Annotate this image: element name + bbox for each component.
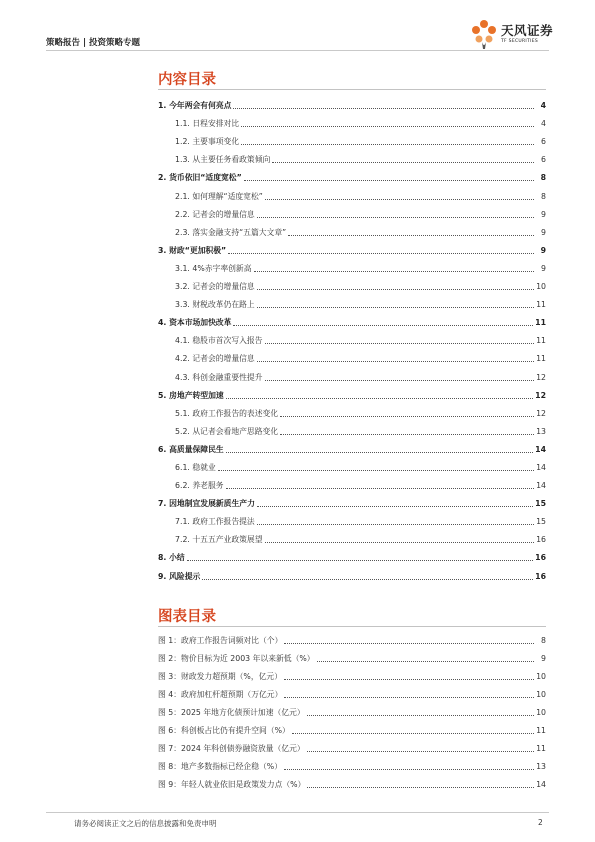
figure-entry[interactable] (158, 700, 546, 718)
toc-entry[interactable] (158, 346, 546, 364)
dot-leader (218, 470, 534, 471)
dot-leader (265, 542, 534, 543)
figure-entry-page: 10 (536, 708, 546, 717)
dot-leader (257, 524, 534, 525)
dot-leader (241, 144, 534, 145)
toc-entry[interactable] (158, 383, 546, 401)
figure-entry[interactable] (158, 718, 546, 736)
toc-entry-label: 9. 风险提示 (158, 571, 201, 581)
toc-entry-page: 9 (541, 209, 546, 219)
dot-leader (257, 289, 534, 290)
dot-leader (284, 769, 534, 770)
toc-entry-page: 12 (535, 390, 546, 400)
dot-leader (226, 452, 533, 453)
toc-entry-label: 7.1. 政府工作报告提法 (175, 517, 255, 527)
toc-title-divider (158, 89, 546, 90)
toc-entry-page: 11 (536, 300, 546, 310)
dot-leader (202, 579, 533, 580)
figure-entry[interactable] (158, 628, 546, 646)
dot-leader (244, 180, 534, 181)
toc-entry-label: 2.1. 如何理解“适度宽松” (175, 191, 263, 201)
toc-entry-page: 16 (535, 553, 546, 563)
dot-leader (288, 235, 534, 236)
tf-logo-icon (470, 18, 498, 50)
dot-leader (187, 560, 533, 561)
dot-leader (292, 733, 534, 734)
toc-entry[interactable] (158, 274, 546, 292)
toc-entry-page: 9 (541, 227, 546, 237)
dot-leader (233, 108, 534, 109)
figure-entry-page: 10 (536, 690, 546, 699)
dot-leader (226, 398, 533, 399)
figure-entry-label: 图 9：年轻人就业依旧是政策发力点（%） (158, 780, 306, 789)
toc-entry-page: 8 (541, 191, 546, 201)
dot-leader (241, 126, 534, 127)
logo-chinese-name: 天风证券 (501, 23, 554, 38)
figure-entry-page: 9 (541, 654, 546, 663)
figures-title-divider (158, 626, 546, 627)
footer-disclaimer: 请务必阅读正文之后的信息披露和免责申明 (74, 819, 217, 828)
toc-entry-page: 16 (536, 535, 546, 545)
figure-entry[interactable] (158, 682, 546, 700)
toc-entry-label: 2.3. 落实金融支持“五篇大文章” (175, 227, 287, 237)
list-of-figures (158, 628, 546, 790)
toc-entry[interactable] (158, 545, 546, 563)
dot-leader (284, 697, 534, 698)
toc-entry-page: 9 (540, 245, 546, 255)
toc-entry[interactable] (158, 220, 546, 238)
dot-leader (226, 488, 534, 489)
toc-entry[interactable] (158, 292, 546, 310)
toc-entry[interactable] (158, 238, 546, 256)
toc-entry-label: 1. 今年两会有何亮点 (158, 101, 232, 111)
dot-leader (228, 253, 534, 254)
figure-entry[interactable] (158, 754, 546, 772)
toc-entry-page: 14 (535, 444, 546, 454)
toc-entry-label: 1.3. 从主要任务看政策倾向 (175, 155, 271, 165)
toc-entry-label: 3.1. 4%赤字率创新高 (175, 263, 252, 273)
figure-entry-label: 图 4：政府加杠杆超预期（万亿元） (158, 690, 283, 699)
figure-entry-page: 8 (541, 636, 546, 645)
toc-entry[interactable] (158, 527, 546, 545)
toc-entry-page: 6 (541, 155, 546, 165)
toc-entry-label: 3.3. 财税改革仍在路上 (175, 300, 255, 310)
toc-entry[interactable] (158, 129, 546, 147)
toc-entry-page: 10 (536, 282, 546, 292)
toc-entry-page: 14 (536, 481, 546, 491)
toc-entry-label: 6. 高质量保障民生 (158, 444, 224, 454)
dot-leader (265, 380, 534, 381)
toc-entry[interactable] (158, 491, 546, 509)
toc-entry-label: 4.2. 记者会的增量信息 (175, 354, 255, 364)
report-category: 策略报告 | 投资策略专题 (46, 38, 141, 48)
dot-leader (284, 679, 534, 680)
toc-entry-page: 16 (535, 571, 546, 581)
figure-entry-page: 14 (536, 780, 546, 789)
toc-entry-page: 4 (541, 119, 546, 129)
toc-entry[interactable] (158, 473, 546, 491)
toc-entry-page: 12 (536, 372, 546, 382)
dot-leader (307, 787, 534, 788)
toc-entry-label: 6.1. 稳就业 (175, 462, 216, 472)
toc-entry-label: 6.2. 养老服务 (175, 481, 224, 491)
figure-entry-page: 13 (536, 762, 546, 771)
toc-entry[interactable] (158, 183, 546, 201)
toc-entry[interactable] (158, 437, 546, 455)
dot-leader (257, 307, 534, 308)
toc-entry[interactable] (158, 419, 546, 437)
dot-leader (233, 325, 533, 326)
toc-entry-label: 4.1. 稳股市首次写入报告 (175, 336, 263, 346)
toc-entry[interactable] (158, 93, 546, 111)
dot-leader (317, 661, 534, 662)
toc-entry-page: 12 (536, 408, 546, 418)
company-logo (470, 18, 560, 52)
toc-entry-label: 1.1. 日程安排对比 (175, 119, 240, 129)
toc-entry-label: 8. 小结 (158, 553, 185, 563)
figure-entry-page: 11 (536, 744, 546, 753)
toc-entry-page: 9 (541, 263, 546, 273)
dot-leader (284, 643, 534, 644)
toc-entry-page: 4 (540, 101, 546, 111)
toc-entry-label: 7.2. 十五五产业政策展望 (175, 535, 263, 545)
toc-entry-page: 15 (535, 499, 546, 509)
toc-entry[interactable] (158, 147, 546, 165)
dot-leader (257, 217, 534, 218)
toc-entry[interactable] (158, 509, 546, 527)
figure-entry[interactable] (158, 736, 546, 754)
dot-leader (254, 271, 534, 272)
logo-english-name: TF SECURITIES (501, 39, 539, 44)
toc-entry[interactable] (158, 401, 546, 419)
toc-entry[interactable] (158, 111, 546, 129)
toc-entry-page: 11 (536, 354, 546, 364)
toc-entry-page: 11 (536, 336, 546, 346)
dot-leader (257, 361, 534, 362)
page-header (0, 0, 595, 56)
figure-entry-label: 图 7：2024 年科创债券融资放量（亿元） (158, 744, 305, 753)
figures-title: 图表目录 (158, 609, 216, 625)
toc-entry-page: 13 (536, 426, 546, 436)
figure-entry-label: 图 8：地产多数指标已经企稳（%） (158, 762, 283, 771)
toc-entry-label: 7. 因地制宜发展新质生产力 (158, 499, 255, 509)
toc-entry-label: 2. 货币依旧“适度宽松” (158, 173, 242, 183)
dot-leader (257, 506, 533, 507)
dot-leader (280, 434, 534, 435)
toc-entry-page: 8 (540, 173, 546, 183)
toc-entry[interactable] (158, 328, 546, 346)
figure-entry-page: 10 (536, 672, 546, 681)
toc-title: 内容目录 (158, 72, 216, 88)
toc-entry[interactable] (158, 202, 546, 220)
toc-entry-label: 4.3. 科创金融重要性提升 (175, 372, 263, 382)
dot-leader (265, 343, 534, 344)
toc-entry-page: 6 (541, 137, 546, 147)
toc-entry-label: 3. 财政“更加积极” (158, 245, 227, 255)
toc-entry[interactable] (158, 364, 546, 382)
toc-entry[interactable] (158, 256, 546, 274)
dot-leader (272, 162, 534, 163)
page-number: 2 (538, 818, 543, 827)
toc-entry-label: 4. 资本市场加快改革 (158, 318, 232, 328)
toc-entry[interactable] (158, 310, 546, 328)
figure-entry[interactable] (158, 646, 546, 664)
toc-entry-label: 2.2. 记者会的增量信息 (175, 209, 255, 219)
figure-entry-label: 图 2：物价目标为近 2003 年以来新低（%） (158, 654, 315, 663)
toc-entry[interactable] (158, 165, 546, 183)
dot-leader (265, 199, 534, 200)
footer-divider (46, 812, 549, 813)
figure-entry-page: 11 (536, 726, 546, 735)
dot-leader (307, 715, 534, 716)
toc-entry-label: 5.1. 政府工作报告的表述变化 (175, 408, 279, 418)
figure-entry[interactable] (158, 772, 546, 790)
toc-entry-label: 1.2. 主要事项变化 (175, 137, 240, 147)
table-of-contents (158, 93, 546, 582)
dot-leader (280, 416, 534, 417)
toc-entry-label: 5. 房地产转型加速 (158, 390, 224, 400)
header-divider (46, 50, 549, 51)
figure-entry-label: 图 1：政府工作报告词频对比（个） (158, 636, 283, 645)
toc-entry-label: 3.2. 记者会的增量信息 (175, 282, 255, 292)
toc-entry-page: 15 (536, 517, 546, 527)
toc-entry-page: 11 (535, 318, 546, 328)
figure-entry-label: 图 5：2025 年地方化债预计加速（亿元） (158, 708, 305, 717)
figure-entry-label: 图 3：财政发力超预期（%，亿元） (158, 672, 283, 681)
toc-entry[interactable] (158, 563, 546, 581)
figure-entry[interactable] (158, 664, 546, 682)
toc-entry-page: 14 (536, 462, 546, 472)
toc-entry-label: 5.2. 从记者会看地产思路变化 (175, 426, 279, 436)
dot-leader (307, 751, 534, 752)
figure-entry-label: 图 6：科创板占比仍有提升空间（%） (158, 726, 290, 735)
toc-entry[interactable] (158, 455, 546, 473)
